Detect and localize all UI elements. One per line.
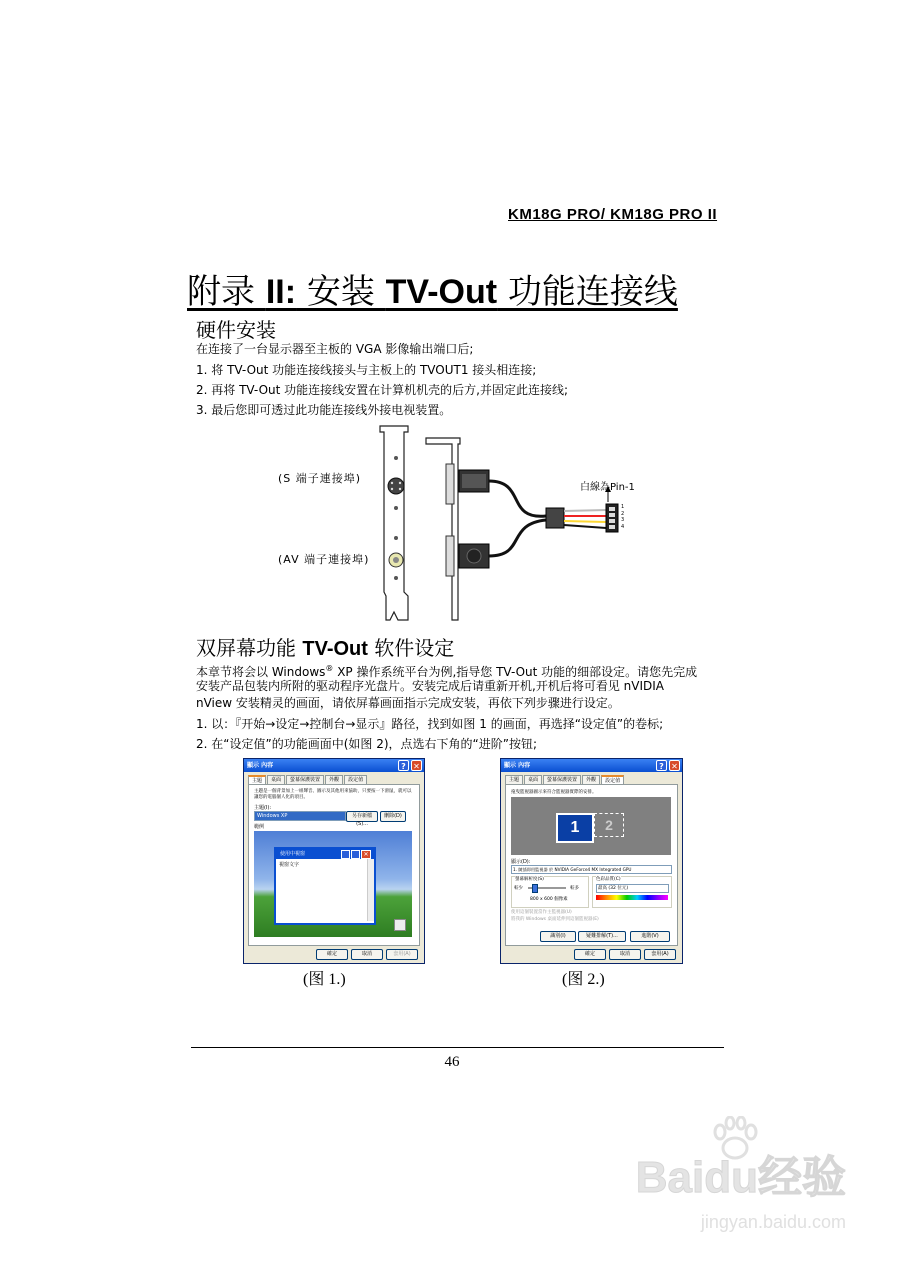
figure-2-caption: (图 2.) <box>562 971 605 988</box>
hardware-heading: 硬件安装 <box>196 318 276 342</box>
fig1-inner-window-title: 使用中視窗 <box>280 851 306 857</box>
tv-out-bracket-diagram <box>276 424 646 624</box>
minimize-icon <box>341 850 350 859</box>
monitor-2-icon[interactable]: 2 <box>594 813 624 837</box>
av-port-label: (AV 端子連接埠) <box>278 553 370 566</box>
advanced-button[interactable]: 進階(V) <box>630 931 670 942</box>
identify-button[interactable]: 識別(I) <box>540 931 576 942</box>
fig2-display-label: 顯示(D): <box>511 859 531 865</box>
software-step-2: 2. 在“设定值”的功能画面中(如图 2)，点选右下角的“进阶”按钮; <box>196 737 537 751</box>
tab-desktop[interactable]: 桌面 <box>524 775 542 784</box>
figure-1-caption: (图 1.) <box>303 971 346 988</box>
tab-themes[interactable]: 主題 <box>505 775 523 784</box>
fig2-instruction: 拖曳監視器圖示來符合監視器實際的安排。 <box>511 790 597 795</box>
fig1-inner-scrollbar <box>367 859 374 921</box>
tab-settings[interactable]: 設定值 <box>344 775 367 784</box>
fig2-resolution-label: 螢幕解析度(S) <box>515 877 544 882</box>
fig2-tabs <box>505 775 625 784</box>
help-icon[interactable]: ? <box>398 760 409 771</box>
fig1-tabs <box>248 775 368 784</box>
fig2-primary-monitor-checkbox[interactable]: 使用這個裝置當作主監視器(U) <box>511 910 572 915</box>
fig1-theme-description: 主題是一個背景加上一組聲音、圖示及其他用來協助，只要按一下滑鼠，就可以讓您的電腦個人化的項目。 <box>254 789 412 800</box>
software-paragraph-line-3: nView 安装精灵的画面，请依屏幕画面指示完成安装，再依下列步骤进行设定。 <box>196 696 620 710</box>
fig2-title-bar: 顯示 內容 ? ✕ <box>501 759 682 772</box>
fig1-title-bar: 顯示 內容 ? ✕ <box>244 759 424 772</box>
figure-2-display-settings-dialog <box>500 758 683 964</box>
fig2-less-label: 較少 <box>514 886 523 891</box>
fig2-display-select[interactable]: 1. 隨插即用監視器 於 NVIDIA GeForce4 MX Integrated GPU <box>511 865 672 874</box>
hardware-intro: 在连接了一台显示器至主板的 VGA 影像输出端口后; <box>196 342 474 356</box>
tab-screensaver[interactable]: 螢幕保護裝置 <box>543 775 581 784</box>
software-paragraph-line-2: 安装产品包装内所附的驱动程序光盘片。安装完成后请重新开机,开机后将可看见 nVIDIA <box>196 679 664 693</box>
hardware-step-2: 2. 再将 TV-Out 功能连接线安置在计算机机壳的后方,并固定此连接线; <box>196 383 569 397</box>
delete-button[interactable]: 刪除(D) <box>380 811 406 822</box>
fig2-resolution-value: 800 x 600 個像素 <box>530 897 568 902</box>
fig1-sample-label: 範例 <box>254 824 265 830</box>
tab-themes[interactable]: 主題 <box>248 775 266 784</box>
software-step-1: 1. 以：『开始→设定→控制台→显示』路径，找到如图 1 的画面，再选择“设定值”的卷标; <box>196 717 664 731</box>
troubleshoot-button[interactable]: 疑難排解(T)... <box>578 931 626 942</box>
pin-1-label: 白線為Pin-1 <box>580 482 635 493</box>
watermark-url: jingyan.baidu.com <box>700 1212 846 1232</box>
help-icon[interactable]: ? <box>656 760 667 771</box>
fig1-ok-button[interactable]: 確定 <box>316 949 348 960</box>
tab-appearance[interactable]: 外觀 <box>325 775 343 784</box>
s-port-label: (S 端子連接埠) <box>278 472 362 485</box>
fig2-resolution-group <box>511 876 589 908</box>
baidu-watermark <box>636 1148 846 1233</box>
hardware-step-3: 3. 最后您即可透过此功能连接线外接电视装置。 <box>196 403 452 417</box>
maximize-icon <box>351 850 360 859</box>
close-icon[interactable]: ✕ <box>411 760 422 771</box>
fig1-inner-window <box>274 847 376 925</box>
fig1-theme-preview <box>254 831 412 937</box>
page-number: 46 <box>444 1054 460 1070</box>
fig1-theme-label: 主題(I): <box>254 805 272 811</box>
tab-screensaver[interactable]: 螢幕保護裝置 <box>286 775 324 784</box>
save-as-button[interactable]: 另存新檔(S)... <box>346 811 378 822</box>
close-icon[interactable]: ✕ <box>669 760 680 771</box>
fig2-more-label: 較多 <box>570 886 579 891</box>
bracket-illustration <box>276 424 646 624</box>
software-paragraph-line-1: 本章节将会以 Windows® XP 操作系统平台为例,指导您 TV-Out 功能的细部设定。请您先完成 <box>196 664 698 679</box>
monitor-1-icon[interactable]: 1 <box>556 813 594 843</box>
fig2-color-label: 色彩品質(C) <box>596 877 621 882</box>
fig2-color-select[interactable]: 最高 (32 位元) <box>596 884 669 893</box>
model-header: KM18G PRO/ KM18G PRO II <box>508 206 718 223</box>
pin-numbers: 1 2 3 4 <box>621 504 625 530</box>
fig2-ok-button[interactable]: 確定 <box>574 949 606 960</box>
fig2-tab-panel <box>505 784 678 946</box>
tab-appearance[interactable]: 外觀 <box>582 775 600 784</box>
tab-desktop[interactable]: 桌面 <box>267 775 285 784</box>
fig2-cancel-button[interactable]: 取消 <box>609 949 641 960</box>
fig1-cancel-button[interactable]: 取消 <box>351 949 383 960</box>
watermark-brand: Baidu经验 <box>635 1153 846 1202</box>
fig1-theme-select[interactable]: Windows XP <box>254 811 346 821</box>
fig2-apply-button[interactable]: 套用(A) <box>644 949 676 960</box>
resolution-slider-thumb[interactable] <box>532 884 538 893</box>
fig2-monitor-arrangement <box>511 797 671 855</box>
recycle-bin-icon <box>394 919 406 931</box>
paw-logo-icon <box>710 1116 760 1160</box>
figure-1-display-properties-dialog <box>243 758 425 964</box>
hardware-step-1: 1. 将 TV-Out 功能连接线接头与主板上的 TVOUT1 接头相连接; <box>196 363 537 377</box>
color-spectrum-bar <box>596 895 668 900</box>
fig1-apply-button[interactable]: 套用(A) <box>386 949 418 960</box>
fig2-color-group <box>592 876 672 908</box>
tab-settings[interactable]: 設定值 <box>601 775 624 784</box>
fig1-inner-window-text: 視窗文字 <box>279 862 300 868</box>
page-title: 附录 II: 安装 TV-Out 功能连接线 <box>187 272 678 312</box>
footer-rule <box>191 1047 724 1048</box>
inner-close-icon: ✕ <box>361 850 371 859</box>
software-heading: 双屏幕功能 TV-Out 软件设定 <box>196 636 455 660</box>
fig1-tab-panel <box>248 784 420 946</box>
fig2-extend-desktop-checkbox[interactable]: 將我的 Windows 桌面延伸到這個監視器(E) <box>511 917 599 922</box>
